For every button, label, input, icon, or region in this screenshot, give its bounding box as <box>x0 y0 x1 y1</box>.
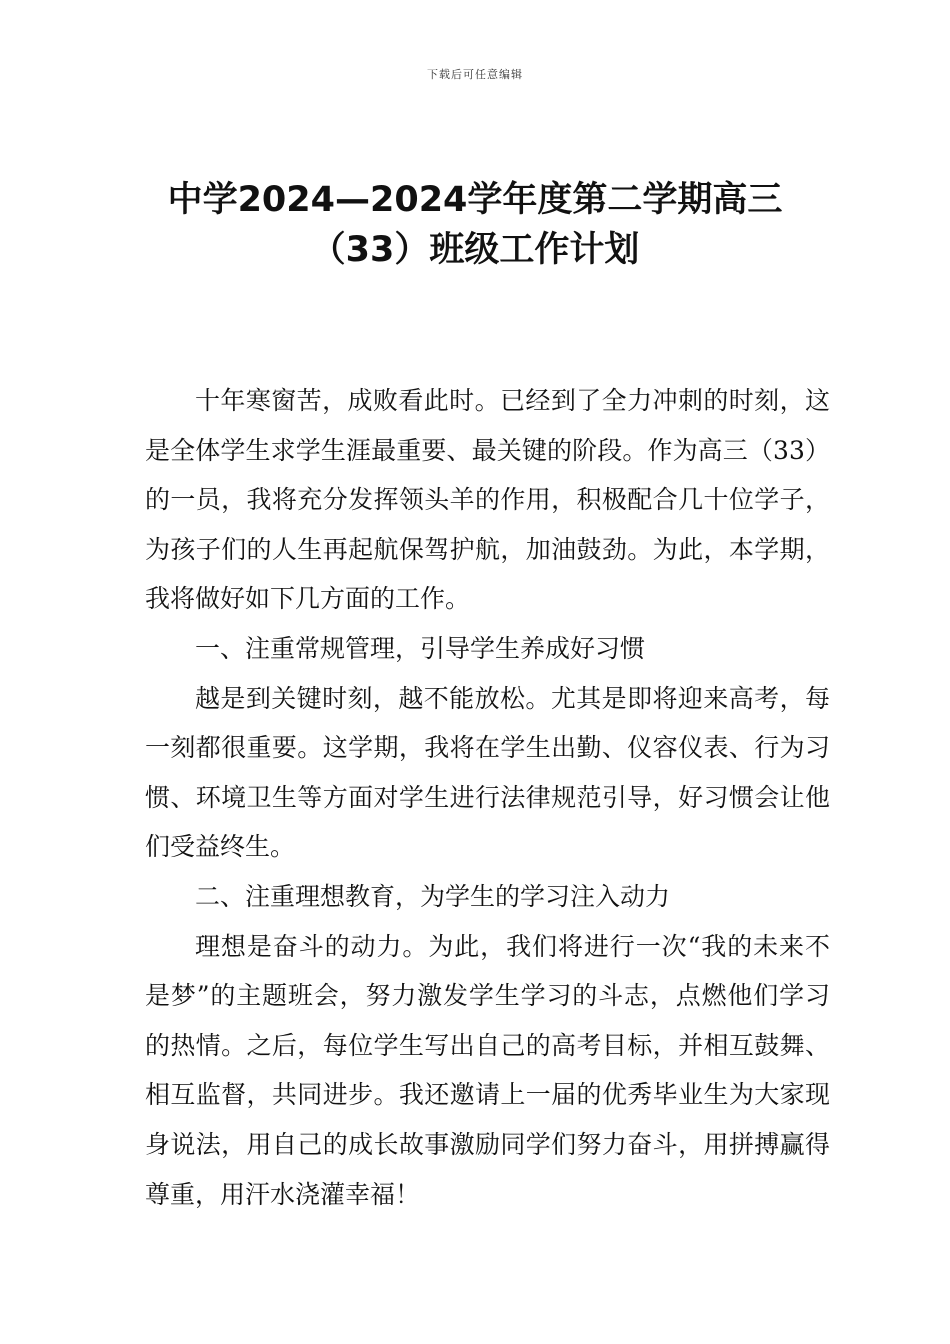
section-2-paragraph: 理想是奋斗的动力。为此，我们将进行一次“我的未来不是梦”的主题班会，努力激发学生学习的斗志，点燃他们学习的热情。之后，每位学生写出自己的高考目标，并相互鼓舞、相互监督，共同进步。我还邀请上一届的优秀毕业生为大家现身说法，用自己的成长故事激励同学们努力奋斗，用拼搏赢得尊重，用汗水浇灌幸福！ <box>145 931 830 1209</box>
section-1-paragraph: 越是到关键时刻，越不能放松。尤其是即将迎来高考，每一刻都很重要。这学期，我将在学生出勤、仪容仪表、行为习惯、环境卫生等方面对学生进行法律规范引导，好习惯会让他们受益终生。 <box>145 683 830 862</box>
document-body <box>145 376 830 1219</box>
section-heading-2: 二、注重理想教育，为学生的学习注入动力 <box>195 881 671 911</box>
header-note: 下载后可任意编辑 <box>427 68 523 81</box>
document-title-line-2: （33）班级工作计划 <box>310 230 640 270</box>
section-heading-1: 一、注重常规管理，引导学生养成好习惯 <box>195 633 646 663</box>
intro-paragraph: 十年寒窗苦，成败看此时。已经到了全力冲刺的时刻，这是全体学生求学生涯最重要、最关键的阶段。作为高三（33）的一员，我将充分发挥领头羊的作用，积极配合几十位学子，为孩子们的人生再起航保驾护航，加油鼓劲。为此，本学期，我将做好如下几方面的工作。 <box>145 386 830 614</box>
document-title-line-1: 中学2024—2024学年度第二学期高三 <box>167 180 783 220</box>
